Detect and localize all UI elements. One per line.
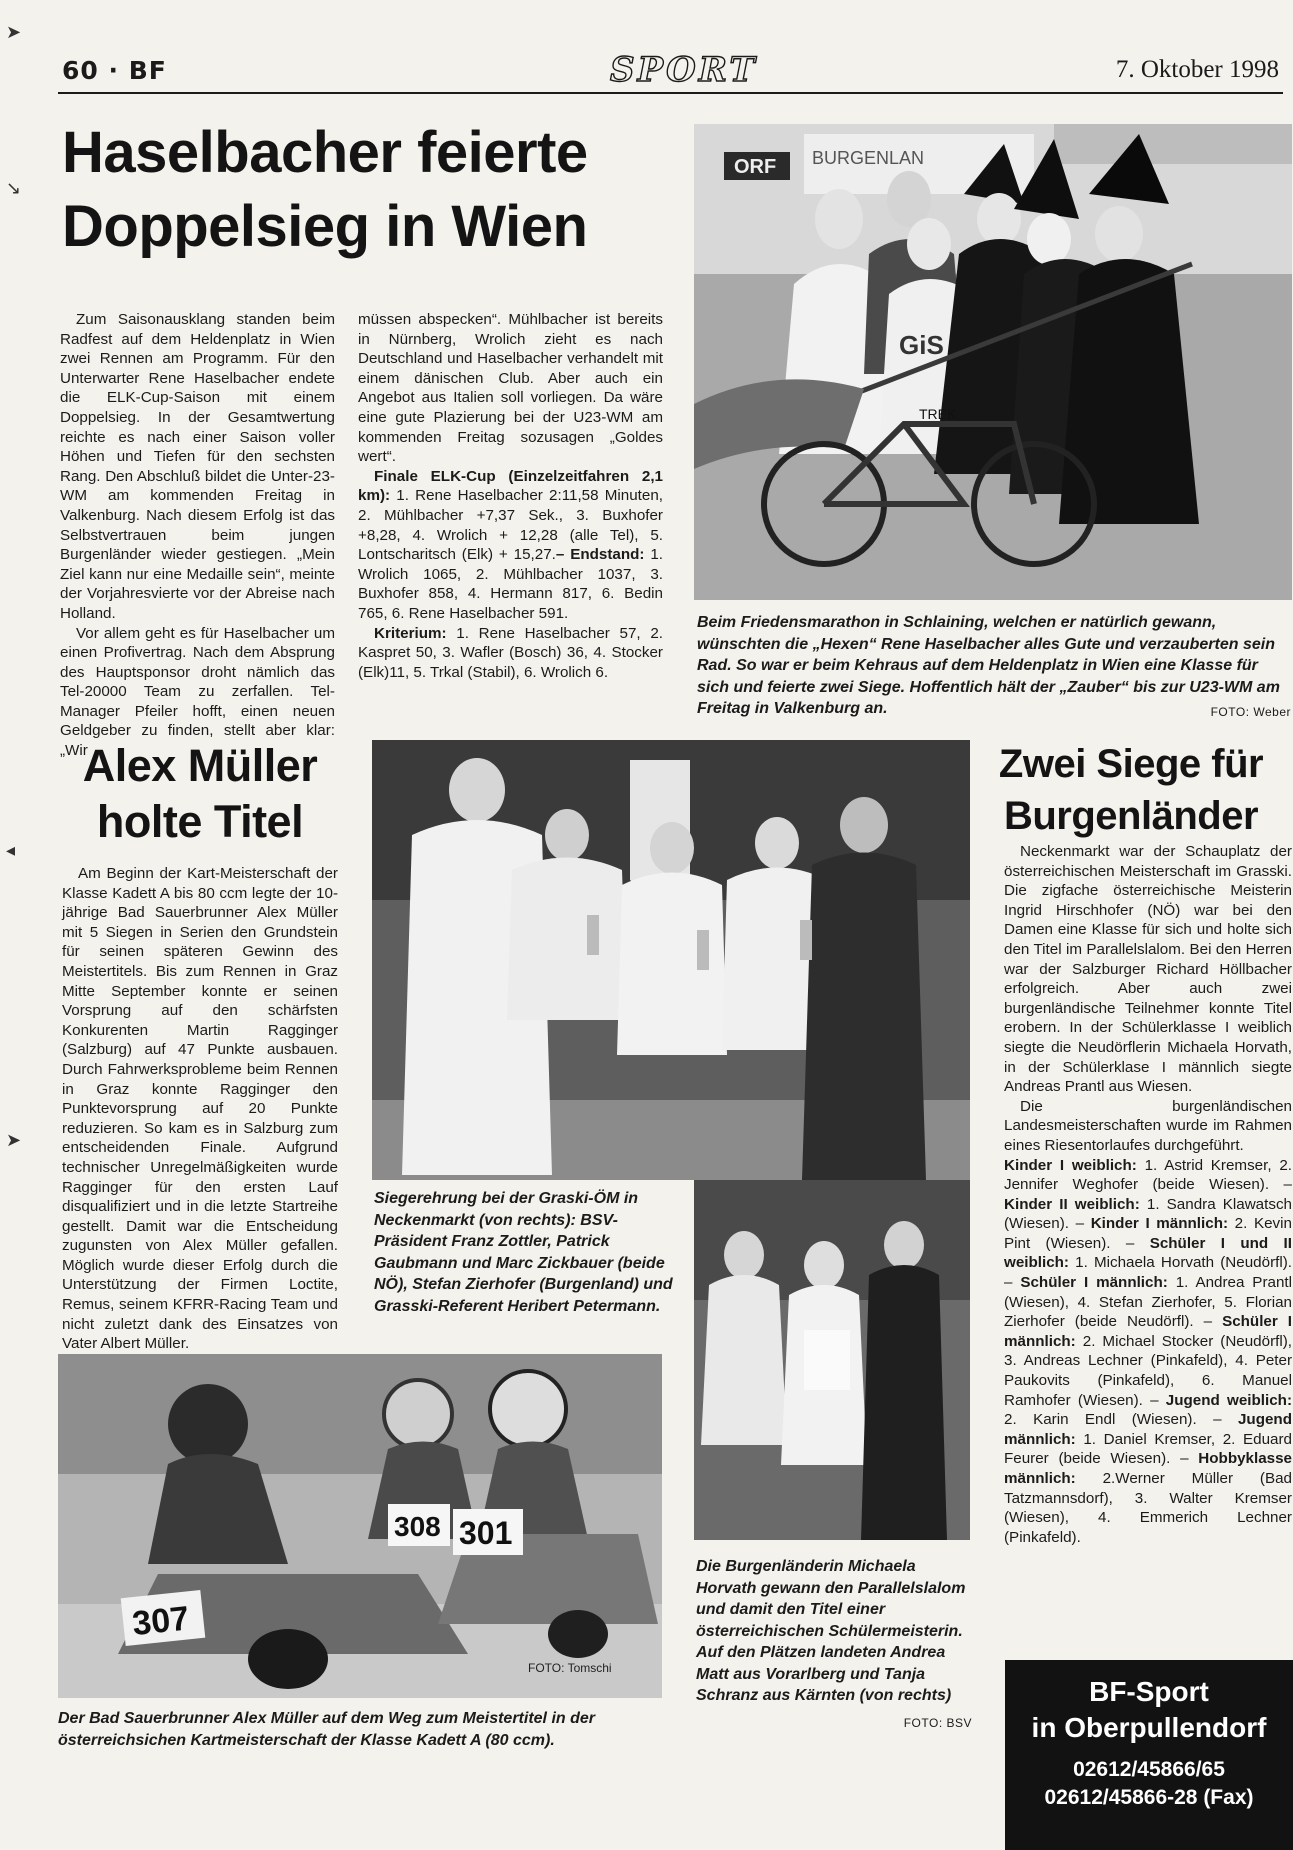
scan-mark-icon: ➤ xyxy=(6,22,22,43)
photo-award-ceremony xyxy=(372,740,970,1180)
caption-text: Die Burgenländerin Michaela Horvath gewann den Parallelslalom und damit den Titel einer österreichischen Schülermeisterin. Auf den Plätzen landeten Andrea Matt aus Vorarlberg und Tanja Schranz aus Kärnten (von rechts) xyxy=(696,1558,966,1704)
caption-ceremony: Siegerehrung bei der Graski-ÖM in Neckenmarkt (von rechts): BSV-Präsident Franz Zottler, Patrick Gaubmann und Marc Zickbauer (beide NÖ), Stefan Zierhofer (Burgenland) und Grasski-Referent Heribert Petermann. xyxy=(374,1190,673,1315)
paragraph: Zum Saisonausklang standen beim Radfest auf dem Heldenplatz in Wien zwei Rennen am Programm. Für den Unterwarter Rene Haselbacher endete die ELK-Cup-Saison mit einem Doppelsieg. In der Gesamtwertung reichte es nach einer Saison voller Höhen und Tiefen für den sechsten Rang. Den Abschluß bildet die Unter-23-WM am kommenden Freitag in Valkenburg. Nach diesem Erfolg ist das Selbstvertrauen beim jungen Burgenländer wieder gestiegen. „Mein Ziel kann nur eine Medaille sein“, meinte der Vorjahresvierte vor der Abreise nach Holland. xyxy=(60,311,335,622)
headline-alex-mueller: Alex Müller holte Titel xyxy=(82,740,318,847)
headline-haselbacher: Haselbacher feierte Doppelsieg in Wien xyxy=(62,120,588,259)
results-kriterium: Kriterium: 1. Rene Haselbacher 57, 2. Kaspret 50, 3. Wafler (Bosch) 36, 4. Stocker (Elk)11, 5. Trkal (Stabil), 6. Wrolich 6. xyxy=(358,624,663,681)
caption-girls xyxy=(696,1556,972,1734)
ad-location: in Oberpullendorf xyxy=(1031,1712,1267,1743)
caption-witches xyxy=(697,612,1291,724)
article1-col1 xyxy=(60,310,335,761)
svg-text:TREK: TREK xyxy=(919,406,957,422)
paragraph: müssen abspecken“. Mühlbacher ist bereits in Nürnberg, Wrolich zieht es nach Deutschland und Haselbacher verhandelt mit einem dänischen Club. Aber auch ein Angebot aus Italien soll vorliegen. Da wäre eine gute Plazierung bei der U23-WM am kommenden Freitag sozusagen „Goldes wert“. xyxy=(358,311,663,466)
bf-sport-contact-box xyxy=(1005,1660,1293,1850)
caption-kart: Der Bad Sauerbrunner Alex Müller auf dem Weg zum Meistertitel in der österreichsichen Kartmeisterschaft der Klasse Kadett A (80 ccm). xyxy=(58,1710,596,1749)
ad-phone: 02612/45866/65 xyxy=(1073,1758,1225,1781)
results-list: Kinder I weiblich: 1. Astrid Kremser, 2. Jennifer Weghofer (beide Wiesen). – Kinder II weiblich: 1. Sandra Klawatsch (Wiesen). – Kinder I männlich: 2. Kevin Pint (Wiesen). – Schüler I und II weiblich: 1. Michaela Horvath (Neudörfl). – Schüler I männlich: 1. Andrea Prantl (Wiesen), 4. Stefan Zierhofer, 5. Florian Zierhofer (beide Neudörfl). – Schüler I männlich: 2. Michael Stocker (Neudörfl), 3. Andreas Lechner (Pinkafeld), 4. Peter Paukovits (Pinkafeld), 6. Manuel Ramhofer (Wiesen). – Jugend weiblich: 2. Karin Endl (Wiesen). – Jugend männlich: 1. Daniel Kremser, 2. Eduard Feurer (beide Wiesen). – Hobbyklasse männlich: 2.Werner Müller (Bad Tatzmannsdorf), 3. Walter Kremser (Wiesen), 4. Emmerich Lechner (Pinkafeld). xyxy=(1004,1156,1292,1546)
photo-kart-race xyxy=(58,1354,662,1698)
header-divider xyxy=(58,92,1283,94)
photo-credit: FOTO: Weber xyxy=(1210,705,1291,719)
issue-date: 7. Oktober 1998 xyxy=(1115,56,1279,83)
svg-text:BURGENLAN: BURGENLAN xyxy=(812,148,925,168)
scan-mark-icon: ◂ xyxy=(6,840,16,861)
paragraph: Neckenmarkt war der Schauplatz der österreichischen Meisterschaft im Grasski. Die zigfache österreichische Meisterin Ingrid Hirschhofer (NÖ) war bei den Damen eine Klasse für sich und holte sich den Titel im Parallelslalom. Bei den Herren war der Salzburger Richard Höllbacher erfolgreich. Aber auch zwei burgenländische Teilnehmer konnte Titel erobern. In der Schülerklasse I weiblich siegte die Neudörflerin Michaela Horvath, in der Schülerklase I männlich siegte Andreas Prantl aus Wiesen. xyxy=(1004,843,1292,1096)
photo-credit: FOTO: BSV xyxy=(903,1715,972,1730)
ad-title: BF-Sport xyxy=(1089,1676,1209,1707)
svg-text:308: 308 xyxy=(394,1511,441,1542)
ad-fax: 02612/45866-28 (Fax) xyxy=(1044,1786,1254,1809)
article2-body xyxy=(62,864,338,1354)
section-title: SPORT xyxy=(610,50,758,90)
scan-mark-icon: ➤ xyxy=(6,1130,22,1151)
paragraph: Die burgenländischen Landesmeisterschaften wurde im Rahmen eines Riesentorlaufes durchgeführt. xyxy=(1004,1097,1292,1154)
svg-text:307: 307 xyxy=(130,1599,191,1644)
photo-podium-girls xyxy=(694,1180,970,1540)
results-elk-cup: Finale ELK-Cup (Einzelzeitfahren 2,1 km): 1. Rene Haselbacher 2:11,58 Minuten, 2. Mühlbacher +7,37 Sek., 3. Buxhofer +8,28, 4. Wrolich + 12,28 (alle Tel), 5. Lontscharitsch (Elk) + 15,27.– Endstand: 1. Wrolich 1065, 2. Mühlbacher 1037, 3. Buxhofer 858, 4. Hermann 817, 6. Bedin 765, 6. Rene Haselbacher 591. xyxy=(358,467,663,622)
paragraph: Vor allem geht es für Haselbacher um einen Profivertrag. Nach dem Absprung des Hauptsponsor droht nämlich das Tel-20000 Team zu zerfallen. Tel-Manager Pfeiler hofft, einen neuen Geldgeber zu finden, stellt aber klar: „Wir xyxy=(60,624,335,760)
svg-text:FOTO: Tomschi: FOTO: Tomschi xyxy=(528,1661,612,1675)
article3-body xyxy=(1004,842,1292,1547)
article1-col2 xyxy=(358,310,663,682)
caption-text: Beim Friedensmarathon in Schlaining, welchen er natürlich gewann, wünschten die „Hexen“ Rene Haselbacher alles Gute und verzauberten sein Rad. So war er beim Kehraus auf dem Heldenplatz in Wien eine Klasse für sich und feierte zwei Siege. Hoffentlich hält der „Zauber“ bis zur U23-WM am Freitag in Valkenburg an. xyxy=(697,614,1280,717)
svg-text:GiS: GiS xyxy=(899,330,944,360)
svg-text:301: 301 xyxy=(459,1515,513,1551)
svg-text:ORF: ORF xyxy=(734,156,777,178)
page-number: 60 · BF xyxy=(62,56,167,85)
headline-zwei-siege: Zwei Siege für Burgenländer xyxy=(998,742,1264,838)
paragraph: Am Beginn der Kart-Meisterschaft der Klasse Kadett A bis 80 ccm legte der 10-jährige Bad Sauerbrunner Alex Müller mit 5 Siegen in Serien den Grundstein für seinen späteren Gewinn des Meistertitels. Bis zum Rennen in Graz Mitte September konnte er seinen Vorsprung auf den schärfsten Konkurenten Martin Ragginger (Salzburg) auf 47 Punkte ausbauen. Durch Fahrwerksprobleme beim Rennen in Graz konnte Ragginger den Punktevorsprung auf 20 Punkte reduzieren. So kam es in Salzburg zum entscheidenden Finale. Aufgrund technischer Unregelmäßigkeiten wurde Ragginger für den ersten Lauf disqualifiziert und in die letzte Startreihe gestellt. Damit war die Entscheidung zugunsten von Alex Müller gefallen. Möglich wurde dieser Erfolg durch die Unterstützung der Firmen Loctite, Remus, seinem KFRR-Racing Team und nicht zuletzt dank des Einsatzes von Vater Albert Müller. xyxy=(62,865,338,1353)
photo-witches-bicycle xyxy=(694,124,1292,600)
scan-mark-icon: ↘ xyxy=(6,178,22,199)
